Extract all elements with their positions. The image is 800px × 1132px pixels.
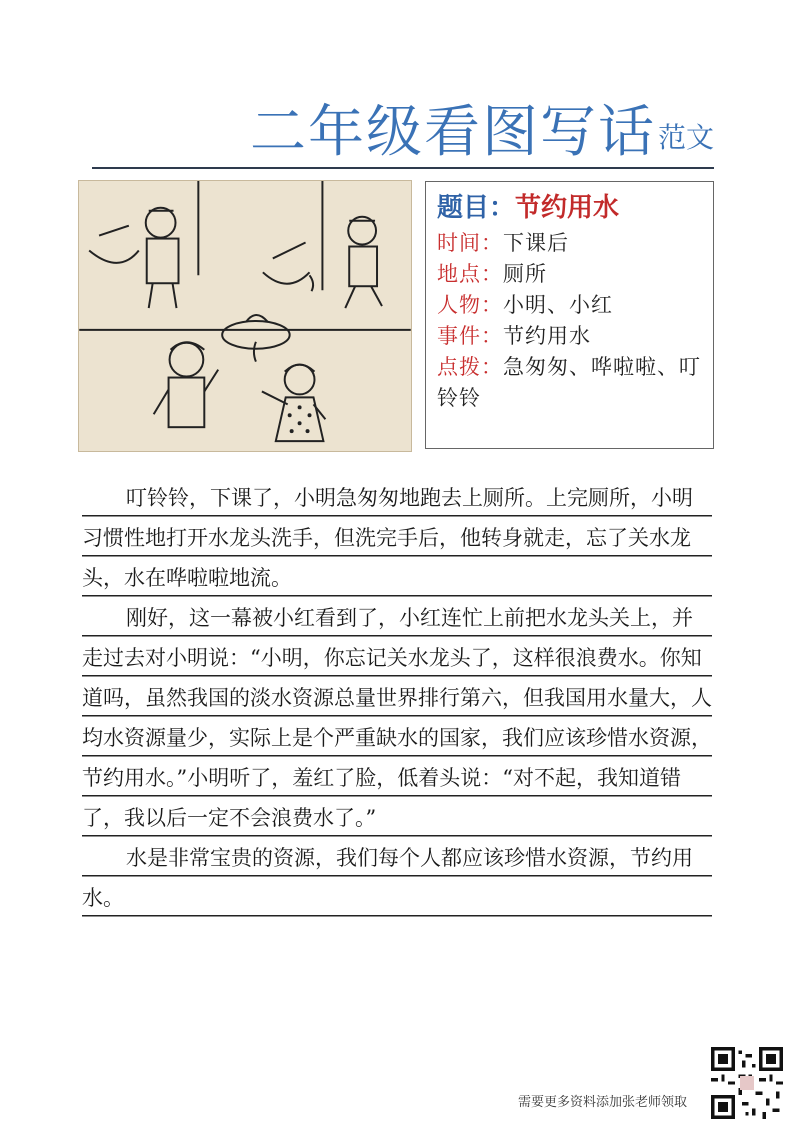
page-title-group [250,98,714,168]
info-value: 小明、小红 [503,293,613,317]
page-subtitle: 范文 [658,121,715,154]
info-row-time [437,228,703,259]
essay-body [82,478,712,918]
info-value: 急匆匆、哗啦啦、叮铃铃 [437,355,701,410]
info-title-label: 题目： [437,193,516,223]
info-label: 地点： [437,262,503,286]
info-label: 时间： [437,231,503,255]
title-divider [92,167,714,169]
info-value: 下课后 [503,231,569,255]
info-label: 点拨： [437,355,503,379]
info-label: 人物： [437,293,503,317]
essay-paragraph: 叮铃铃，下课了，小明急匆匆地跑去上厕所。上完厕所，小明习惯性地打开水龙头洗手，但洗完手后，他转身就走，忘了关水龙头，水在哗啦啦地流。 [82,478,712,598]
info-title [437,188,703,228]
info-row-people [437,290,703,321]
footer-note: 需要更多资料添加张老师领取 [518,1095,688,1110]
comic-illustration-drawing [79,181,411,451]
info-label: 事件： [437,324,503,348]
info-row-place [437,259,703,290]
essay-paragraph: 水是非常宝贵的资源，我们每个人都应该珍惜水资源，节约用水。 [82,838,712,918]
info-row-hints [437,352,703,414]
info-box [425,181,714,449]
qr-code-graphic [711,1047,783,1119]
essay-paragraph: 刚好，这一幕被小红看到了，小红连忙上前把水龙头关上，并走过去对小明说：“小明，你忘记关水龙头了，这样很浪费水。你知道吗，虽然我国的淡水资源总量世界排行第六，但我国用水量大，人均水资源量少，实际上是个严重缺水的国家，我们应该珍惜水资源，节约用水。”小明听了，羞红了脸，低着头说：“对不起，我知道错了，我以后一定不会浪费水了。” [82,598,712,838]
comic-illustration [78,180,412,452]
info-row-event [437,321,703,352]
page-title: 二年级看图写话 [250,100,656,165]
info-title-value: 节约用水 [515,193,620,223]
info-value: 节约用水 [503,324,591,348]
qr-code [711,1047,783,1119]
info-value: 厕所 [503,262,547,286]
